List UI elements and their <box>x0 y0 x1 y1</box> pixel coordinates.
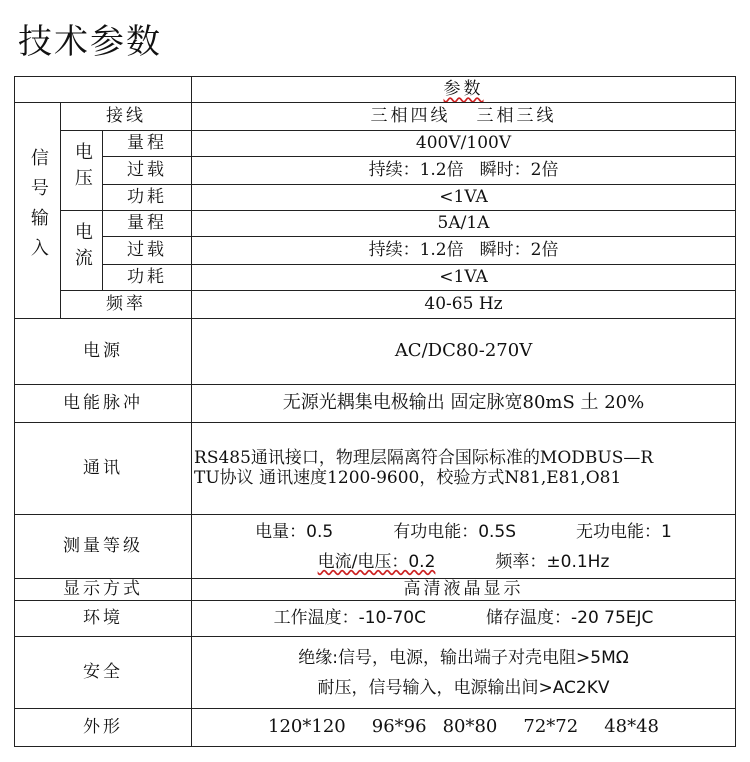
communication-line-1: RS485通讯接口，物理层隔离符合国际标准的MODBUS—R <box>194 447 654 468</box>
frequency-row <box>15 291 736 319</box>
accuracy-frequency: 频率：±0.1Hz <box>495 551 610 572</box>
frequency-label: 频率 <box>61 291 192 319</box>
voltage-group-cell <box>61 131 103 211</box>
current-power-row <box>15 265 736 291</box>
environment-value-cell <box>192 601 736 637</box>
header-param-cell <box>192 77 736 103</box>
current-overload-continuous: 持续：1.2倍 <box>368 239 464 260</box>
header-blank-cell <box>15 77 192 103</box>
voltage-overload-row <box>15 157 736 185</box>
communication-line-2: TU协议 通讯速度1200-9600，校验方式N81,E81,O81 <box>194 467 622 488</box>
current-overload-label: 过载 <box>103 237 192 265</box>
shape-label: 外形 <box>15 709 192 747</box>
power-supply-value: AC/DC80-270V <box>192 319 736 385</box>
display-label: 显示方式 <box>15 579 192 601</box>
voltage-range-label: 量程 <box>103 131 192 157</box>
accuracy-reactive: 无功电能：1 <box>576 521 672 542</box>
safety-line-1: 绝缘:信号，电源，输出端子对壳电阻>5MΩ <box>298 647 629 668</box>
environment-label: 环境 <box>15 601 192 637</box>
voltage-overload-cell <box>192 157 736 185</box>
display-value: 高清液晶显示 <box>192 579 736 601</box>
display-row <box>15 579 736 601</box>
voltage-range-value: 400V/100V <box>192 131 736 157</box>
voltage-power-row <box>15 185 736 211</box>
current-label: 电流 <box>71 221 93 274</box>
power-supply-label: 电源 <box>15 319 192 385</box>
communication-value-cell <box>192 423 736 515</box>
signal-group-cell <box>15 103 61 319</box>
current-range-label: 量程 <box>103 211 192 237</box>
voltage-overload-label: 过载 <box>103 157 192 185</box>
wiring-label: 接线 <box>61 103 192 131</box>
shape-size: 72*72 <box>523 716 579 738</box>
accuracy-energy: 电量：0.5 <box>255 521 334 542</box>
shape-value-cell <box>192 709 736 747</box>
communication-row <box>15 423 736 515</box>
energy-pulse-row <box>15 385 736 423</box>
safety-label: 安全 <box>15 637 192 709</box>
safety-value-cell <box>192 637 736 709</box>
power-supply-row <box>15 319 736 385</box>
accuracy-row <box>15 515 736 579</box>
shape-size: 80*80 <box>442 716 498 738</box>
voltage-power-value: <1VA <box>192 185 736 211</box>
environment-row <box>15 601 736 637</box>
shape-size: 96*96 <box>371 716 427 738</box>
current-overload-row <box>15 237 736 265</box>
safety-line-2: 耐压，信号输入，电源输出间>AC2KV <box>317 677 610 698</box>
accuracy-label: 测量等级 <box>15 515 192 579</box>
current-group-cell <box>61 211 103 291</box>
shape-row <box>15 709 736 747</box>
accuracy-line-2 <box>192 547 735 577</box>
shape-size: 48*48 <box>604 716 659 738</box>
header-row <box>15 77 736 103</box>
current-overload-instant: 瞬时：2倍 <box>479 239 559 260</box>
header-param-text: 参数 <box>443 78 484 99</box>
environment-work: 工作温度：-10-70C <box>273 607 426 628</box>
wiring-value-b: 三相三线 <box>476 105 557 126</box>
frequency-value: 40-65 Hz <box>192 291 736 319</box>
voltage-overload-instant: 瞬时：2倍 <box>479 159 559 180</box>
current-power-value: <1VA <box>192 265 736 291</box>
environment-storage: 储存温度：-20 75EJC <box>486 607 654 628</box>
safety-row <box>15 637 736 709</box>
accuracy-line-1 <box>192 517 735 547</box>
page-title: 技术参数 <box>18 22 162 62</box>
signal-group-label: 信号输入 <box>27 147 49 268</box>
current-range-row <box>15 211 736 237</box>
shape-size: 120*120 <box>268 716 346 738</box>
spec-table <box>14 76 736 747</box>
accuracy-current-voltage: 电流/电压：0.2 <box>317 551 436 572</box>
wiring-value-cell <box>192 103 736 131</box>
voltage-overload-continuous: 持续：1.2倍 <box>368 159 464 180</box>
current-range-value: 5A/1A <box>192 211 736 237</box>
voltage-label: 电压 <box>71 141 93 194</box>
accuracy-active: 有功电能：0.5S <box>393 521 517 542</box>
current-power-label: 功耗 <box>103 265 192 291</box>
communication-label: 通讯 <box>15 423 192 515</box>
voltage-range-row <box>15 131 736 157</box>
wiring-row <box>15 103 736 131</box>
wiring-value-a: 三相四线 <box>370 105 451 126</box>
voltage-power-label: 功耗 <box>103 185 192 211</box>
accuracy-value-cell <box>192 515 736 579</box>
current-overload-cell <box>192 237 736 265</box>
energy-pulse-label: 电能脉冲 <box>15 385 192 423</box>
energy-pulse-value: 无源光耦集电极输出 固定脉宽80mS 土 20% <box>192 385 736 423</box>
